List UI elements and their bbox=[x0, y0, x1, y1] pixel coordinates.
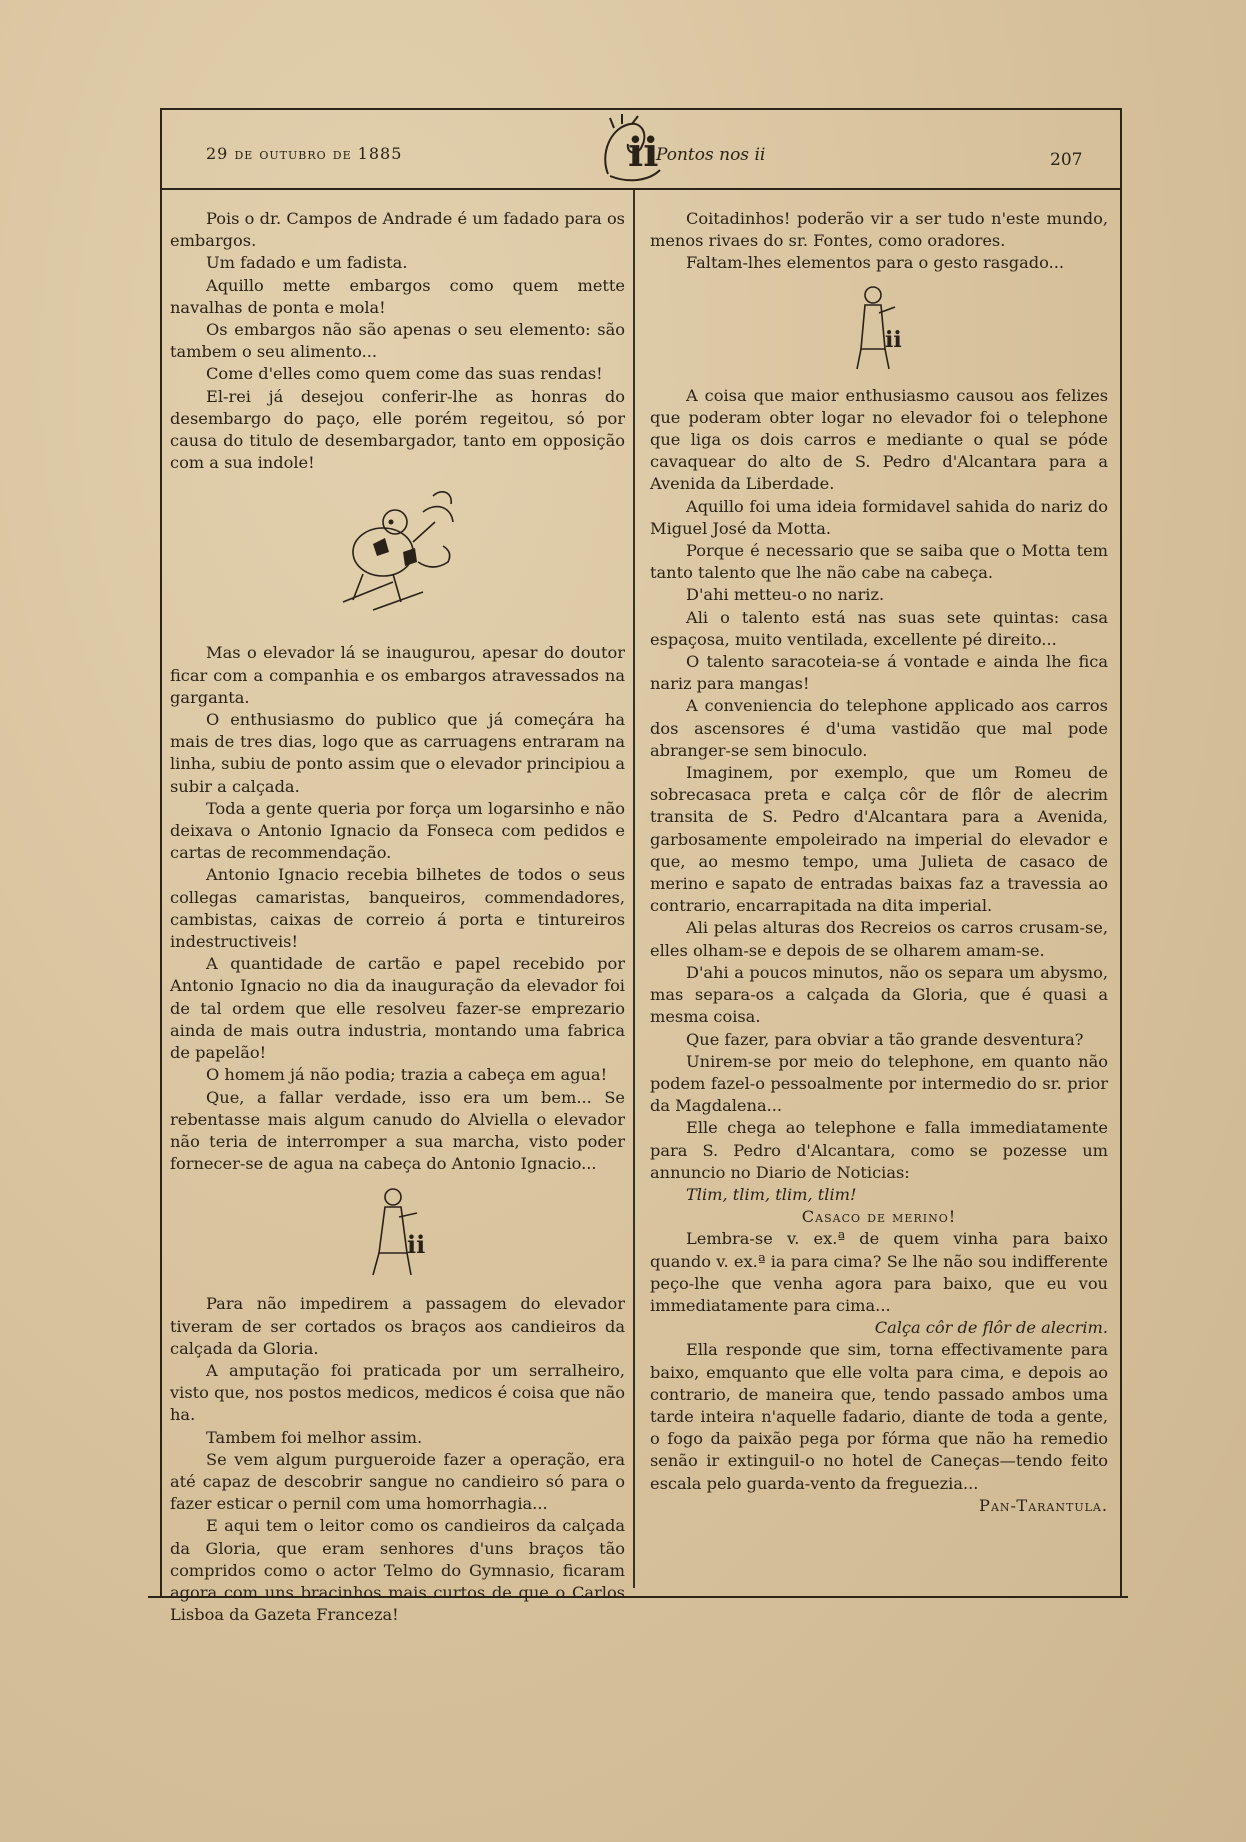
paragraph: Que, a fallar verdade, isso era um bem... Se rebentasse mais algum canudo do Alviella o elevador não teria de interromper a sua marcha, visto poder fornecer-se de agua na cabeça do Antonio Ignacio... bbox=[170, 1087, 625, 1174]
left-rule bbox=[160, 108, 162, 1598]
paragraph: A conveniencia do telephone applicado aos carros dos ascensores é d'uma vastidão que mal pode abranger-se sem binoculo. bbox=[650, 696, 1108, 760]
paragraph: Que fazer, para obviar a tão grande desventura? bbox=[686, 1029, 1084, 1049]
paragraph: Se vem algum purgueroide fazer a operação, era até capaz de descobrir sangue no candieiro só para o fazer esticar o pernil com uma homorrhagia... bbox=[170, 1449, 625, 1514]
telephone-ring-line: Tlim, tlim, tlim, tlim! bbox=[686, 1184, 857, 1204]
cartoon-vignette-figure-with-bottles bbox=[323, 482, 473, 632]
paragraph: Lembra-se v. ex.ª de quem vinha para baixo quando v. ex.ª ia para cima? Se lhe não sou indifferente peço-lhe que venha agora para baixo, que eu vou immediatamente para cima... bbox=[650, 1229, 1108, 1315]
svg-text:Pontos nos ii: Pontos nos ii bbox=[656, 145, 766, 165]
paragraph: Come d'elles como quem come das suas rendas! bbox=[206, 364, 603, 384]
paragraph: Mas o elevador lá se inaugurou, apesar do doutor ficar com a companhia e os embargos atravessados na garganta. bbox=[170, 643, 625, 707]
svg-text:ii: ii bbox=[628, 129, 659, 176]
paragraph: Um fadado e um fadista. bbox=[206, 253, 408, 273]
header-rule bbox=[160, 188, 1122, 190]
paragraph: Ella responde que sim, torna effectivamente para baixo, emquanto que elle volta para cima, e depois ao contrario, de maneira que, tendo passado ambos uma tarde inteira n'aquelle fadario, diante de toda a gente, o fogo da paixão pega por fórma que não ha remedio senão ir extinguil-o no hotel de Caneças—tendo feito escala pelo guarda-vento da freguezia... bbox=[650, 1340, 1108, 1493]
paragraph: Tambem foi melhor assim. bbox=[206, 1427, 423, 1447]
paragraph: Antonio Ignacio recebia bilhetes de todos o seus collegas camaristas, banqueiros, commendadores, cambistas, caixas de correio á porta e tintureiros indestructiveis! bbox=[170, 865, 625, 952]
right-column bbox=[650, 208, 1108, 1517]
paragraph: Faltam-lhes elementos para o gesto rasgado... bbox=[686, 253, 1065, 273]
paragraph: Coitadinhos! poderão vir a ser tudo n'este mundo, menos rivaes do sr. Fontes, como oradores. bbox=[650, 209, 1108, 251]
paragraph: A quantidade de cartão e papel recebido por Antonio Ignacio no dia da inauguração da elevador foi de tal ordem que elle resolveu fazer-se emprezario ainda de mais outra industria, montando uma fabrica de papelão! bbox=[170, 954, 625, 1063]
page-frame bbox=[160, 108, 1122, 1625]
svg-text:ii: ii bbox=[406, 1230, 425, 1260]
paragraph: Os embargos não são apenas o seu elemento: são tambem o seu alimento... bbox=[170, 320, 625, 362]
paragraph: D'ahi metteu-o no nariz. bbox=[686, 585, 885, 605]
author-signature: Pan-Tarantula. bbox=[979, 1495, 1108, 1515]
masthead-logo bbox=[590, 114, 766, 188]
paragraph: Ali o talento está nas suas sete quintas: casa espaçosa, muito ventilada, excellente pé direito... bbox=[650, 607, 1108, 649]
paragraph: Toda a gente queria por força um logarsinho e não deixava o Antonio Ignacio da Fonseca com pedidos e cartas de recommendação. bbox=[170, 798, 625, 863]
paragraph: Para não impedirem a passagem do elevador tiveram de ser cortados os braços aos candieiros da calçada da Gloria. bbox=[170, 1294, 625, 1358]
paragraph: Aquillo mette embargos como quem mette navalhas de ponta e mola! bbox=[170, 275, 625, 317]
issue-date: 29 de outubro de 1885 bbox=[206, 144, 403, 163]
cartoon-vignette-standing-figure bbox=[363, 1183, 433, 1283]
paragraph: Unirem-se por meio do telephone, em quanto não podem fazel-o pessoalmente por intermedio do sr. prior da Magdalena... bbox=[650, 1051, 1108, 1116]
top-rule bbox=[160, 108, 1122, 110]
paragraph: Imaginem, por exemplo, que um Romeu de sobrecasaca preta e calça côr de flôr de alecrim transita de S. Pedro d'Alcantara para a Avenida, garbosamente empoleirado na imperial do elevador e que, ao mesmo tempo, uma Julieta de casaco de merino e sapato de entradas baixas faz a travessia ao contrario, encarrapitada na dita imperial. bbox=[650, 763, 1108, 916]
right-rule bbox=[1120, 108, 1122, 1598]
paragraph: Pois o dr. Campos de Andrade é um fadado para os embargos. bbox=[170, 209, 625, 251]
paragraph: O homem já não podia; trazia a cabeça em agua! bbox=[206, 1065, 608, 1085]
section-heading: Casaco de merino! bbox=[801, 1207, 957, 1227]
svg-text:ii: ii bbox=[885, 326, 902, 353]
paragraph: Elle chega ao telephone e falla immediatamente para S. Pedro d'Alcantara, como se pozesse um annuncio no Diario de Noticias: bbox=[650, 1118, 1108, 1182]
paragraph: E aqui tem o leitor como os candieiros da calçada da Gloria, que eram senhores d'uns braços tão compridos como o actor Telmo do Gymnasio, ficaram agora com uns bracinhos mais curtos de que o Carlos Lisboa da Gazeta Franceza! bbox=[170, 1516, 625, 1625]
paragraph: A amputação foi praticada por um serralheiro, visto que, nos postos medicos, medicos é coisa que não ha. bbox=[170, 1360, 625, 1425]
paragraph: O enthusiasmo do publico que já começára ha mais de tres dias, logo que as carruagens entraram na linha, subiu de ponto assim que o elevador principiou a subir a calçada. bbox=[170, 710, 625, 796]
cartoon-vignette-small-figure bbox=[847, 283, 911, 375]
paragraph: O talento saracoteia-se á vontade e ainda lhe fica nariz para mangas! bbox=[650, 652, 1108, 694]
paragraph: Porque é necessario que se saiba que o Motta tem tanto talento que lhe não cabe na cabeça. bbox=[650, 541, 1108, 583]
column-divider bbox=[633, 190, 635, 1588]
left-column bbox=[170, 208, 625, 1626]
paragraph: Ali pelas alturas dos Recreios os carros crusam-se, elles olham-se e depois de se olharem amam-se. bbox=[650, 918, 1108, 960]
page-number: 207 bbox=[1050, 150, 1083, 170]
paragraph: A coisa que maior enthusiasmo causou aos felizes que poderam obter logar no elevador foi o telephone que liga os dois carros e mediante o qual se póde cavaquear do alto de S. Pedro d'Alcantara para a Avenida da Liberdade. bbox=[650, 385, 1108, 494]
signature-line: Calça côr de flôr de alecrim. bbox=[874, 1318, 1108, 1338]
paragraph: El-rei já desejou conferir-lhe as honras do desembargo do paço, elle porém regeitou, só por causa do titulo de desembargador, tanto em opposição com a sua indole! bbox=[170, 386, 625, 473]
paragraph: Aquillo foi uma ideia formidavel sahida do nariz do Miguel José da Motta. bbox=[650, 496, 1108, 538]
paragraph: D'ahi a poucos minutos, não os separa um abysmo, mas separa-os a calçada da Gloria, que é quasi a mesma coisa. bbox=[650, 962, 1108, 1027]
